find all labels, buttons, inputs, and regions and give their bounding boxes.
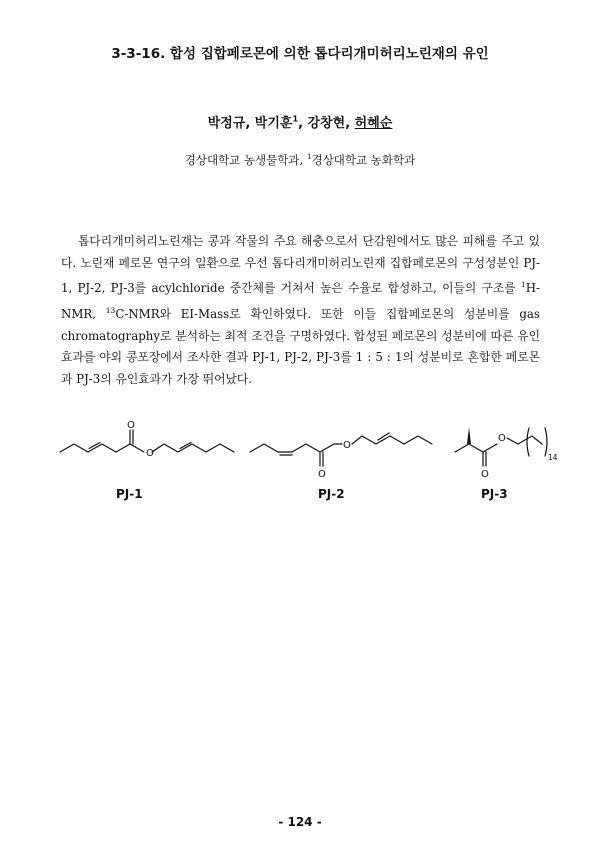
author-3: , 강창현, (298, 116, 351, 131)
pj2-carbonyl-oxygen: O (318, 469, 326, 480)
pj3-ester-oxygen: O (498, 433, 506, 444)
affiliation-main: 경상대학교 농생물학과, (184, 153, 304, 167)
presenting-author: 허혜순 (354, 116, 393, 131)
pj3-carbonyl-oxygen: O (481, 469, 489, 480)
page-number: - 124 - (278, 815, 322, 829)
abstract-text: 톱다리개미허리노린재는 콩과 작물의 주요 해충으로서 단감원에서도 많은 피해를 주고 있다. 노린재 페로몬 연구의 일환으로 우선 톱다리개미허리노린재 집합페로몬의 구성성분인 PJ-1, PJ-2, PJ-3를 acylchloride 중간체를 거쳐서 높은 수율로 합성하고, 이들의 구조를 $^1$H-NMR, $^{13}$C-NMR와 EI-Mass로 확인하였다. 또한 이들 집합페로몬의 성분비를 gas chromatography로 분석하는 최적 조건을 구명하였다. 합성된 페로몬의 성분비에 따른 유인효과를 야외 콩포장에서 조사한 결과 PJ-1, PJ-2, PJ-3를 1 : 5 : 1의 성분비로 혼합한 페로몬과 PJ-3의 유인효과가 가장 뛰어났다. (61, 234, 540, 387)
label-pj1: PJ-1 (116, 487, 143, 501)
pj1-carbonyl-oxygen: O (127, 420, 135, 431)
label-pj2: PJ-2 (318, 487, 345, 501)
author-line (0, 112, 600, 131)
pj3-wedge-bond (467, 427, 471, 444)
nmr-superscript-1: 1 (520, 280, 526, 290)
author-2: 박기훈$^1$ (254, 114, 299, 131)
label-pj3: PJ-3 (481, 487, 508, 501)
affiliation-line (0, 152, 600, 168)
paper-title: 3-3-16. 합성 집합페로몬에 의한 톱다리개미허리노린재의 유인 (111, 46, 489, 62)
chemical-structures-figure (0, 415, 600, 515)
pj3-chain-subscript: 14 (548, 453, 558, 462)
affiliation-second: 경상대학교 농화학과 (311, 153, 416, 167)
pj2-ester-oxygen: O (343, 440, 351, 451)
nmr-superscript-13: 13 (105, 306, 116, 316)
pj2-structure (250, 433, 432, 466)
author-1: 박정규, (207, 116, 251, 131)
author-2-affil-mark: 1 (292, 114, 299, 124)
affiliation-mark: 1 (306, 152, 312, 162)
pj1-ester-oxygen: O (146, 448, 154, 459)
